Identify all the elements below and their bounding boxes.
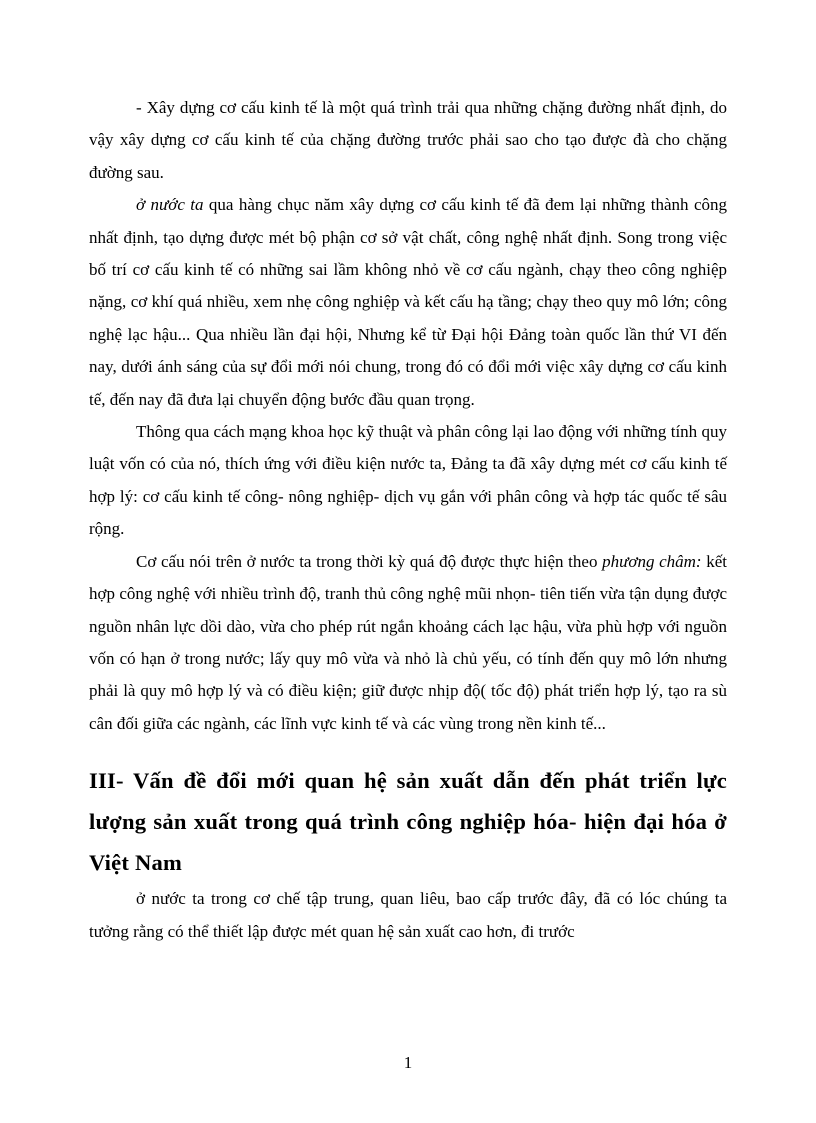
paragraph-1 bbox=[89, 92, 727, 189]
paragraph-4-text-after: kết hợp công nghệ với nhiều trình độ, tranh thủ công nghệ mũi nhọn- tiên tiến vừa tận dụng được nguồn nhân lực dồi dào, vừa cho phép rút ngắn khoảng cách lạc hậu, vừa phù hợp với nguồn vốn có hạn ở trong nước; lấy quy mô vừa và nhỏ là chủ yếu, có tính đến quy mô lớn nhưng phải là quy mô hợp lý và có điều kiện; giữ được nhịp độ( tốc độ) phát triển hợp lý, tạo ra sù cân đối giữa các ngành, các lĩnh vực kinh tế và các vùng trong nền kinh tế... bbox=[89, 551, 727, 733]
closing-paragraph-text: ở nước ta trong cơ chế tập trung, quan liêu, bao cấp trước đây, đã có lóc chúng ta tưởng rằng có thể thiết lập được mét quan hệ sản xuất cao hơn, đi trước bbox=[89, 889, 727, 941]
closing-paragraph bbox=[89, 883, 727, 948]
paragraph-1-text: - Xây dựng cơ cấu kinh tế là một quá trình trải qua những chặng đường nhất định, do vậy xây dựng cơ cấu kinh tế của chặng đường trước phải sao cho tạo được đà cho chặng đường sau. bbox=[89, 98, 727, 182]
paragraph-3 bbox=[89, 416, 727, 546]
paragraph-4-text-before: Cơ cấu nói trên ở nước ta trong thời kỳ quá độ được thực hiện theo bbox=[136, 551, 603, 571]
paragraph-2-italic-lead: ở nước ta bbox=[136, 195, 204, 215]
paragraph-4-italic: phương châm: bbox=[602, 551, 702, 571]
paragraph-4 bbox=[89, 546, 727, 740]
paragraph-3-text: Thông qua cách mạng khoa học kỹ thuật và phân công lại lao động với những tính quy luật vốn có của nó, thích ứng với điều kiện nước ta, Đảng ta đã xây dựng mét cơ cấu kinh tế hợp lý: cơ cấu kinh tế công- nông nghiệp- dịch vụ gắn với phân công và hợp tác quốc tế sâu rộng. bbox=[89, 422, 727, 539]
page-number: 1 bbox=[403, 1053, 413, 1072]
paragraph-2-text: qua hàng chục năm xây dựng cơ cấu kinh tế đã đem lại những thành công nhất định, tạo dựng được mét bộ phận cơ sở vật chất, công nghệ nhất định. Song trong việc bố trí cơ cấu kinh tế có những sai lầm không nhỏ về cơ cấu ngành, chạy theo công nghiệp nặng, cơ khí quá nhiều, xem nhẹ công nghiệp và kết cấu hạ tầng; chạy theo quy mô lớn; công nghệ lạc hậu... Qua nhiều lần đại hội, Nhưng kể từ Đại hội Đảng toàn quốc lần thứ VI đến nay, dưới ánh sáng của sự đổi mới nói chung, trong đó có đổi mới việc xây dựng cơ cấu kinh tế, đến nay đã đưa lại chuyển động bước đầu quan trọng. bbox=[89, 195, 727, 409]
page-content bbox=[89, 92, 727, 948]
section-heading: III- Vấn đề đổi mới quan hệ sản xuất dẫn đến phát triển lực lượng sản xuất trong quá trình công nghiệp hóa- hiện đại hóa ở Việt Nam bbox=[89, 768, 727, 876]
paragraph-2 bbox=[89, 189, 727, 416]
